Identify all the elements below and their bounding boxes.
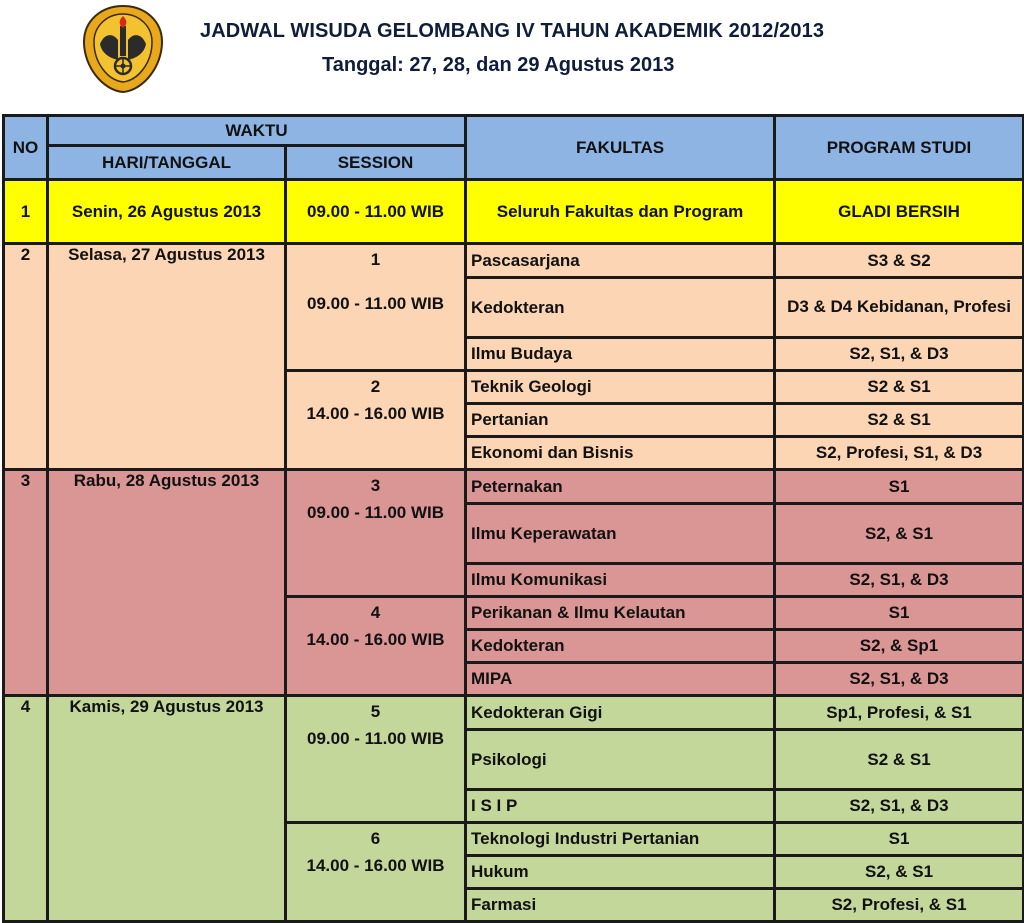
- header-fakultas: FAKULTAS: [466, 116, 775, 180]
- cell-hari: Kamis, 29 Agustus 2013: [48, 696, 286, 922]
- cell-fakultas: Kedokteran: [466, 278, 775, 338]
- cell-program-studi: S1: [775, 823, 1024, 856]
- cell-program-studi: S2, Profesi, & S1: [775, 889, 1024, 922]
- cell-session: [286, 244, 466, 371]
- cell-fakultas: Kedokteran Gigi: [466, 696, 775, 730]
- cell-fakultas: Ilmu Komunikasi: [466, 564, 775, 597]
- cell-program-studi: S2, S1, & D3: [775, 790, 1024, 823]
- session-time: 14.00 - 16.00 WIB: [306, 630, 445, 649]
- session-time: 09.00 - 11.00 WIB: [306, 729, 445, 748]
- page-title: JADWAL WISUDA GELOMBANG IV TAHUN AKADEMIK 2012/2013: [200, 20, 825, 42]
- cell-program-studi: S2 & S1: [775, 730, 1024, 790]
- cell-session: 09.00 - 11.00 WIB: [286, 180, 466, 244]
- cell-program-studi: S2 & S1: [775, 404, 1024, 437]
- cell-fakultas: I S I P: [466, 790, 775, 823]
- session-time: 14.00 - 16.00 WIB: [306, 404, 445, 423]
- cell-fakultas: Kedokteran: [466, 630, 775, 663]
- session-number: 1: [370, 250, 381, 269]
- cell-fakultas: Teknik Geologi: [466, 371, 775, 404]
- table-row: [4, 696, 1024, 730]
- cell-no: 3: [4, 470, 48, 696]
- cell-fakultas: Ilmu Keperawatan: [466, 504, 775, 564]
- cell-fakultas: Teknologi Industri Pertanian: [466, 823, 775, 856]
- header-program-studi: PROGRAM STUDI: [775, 116, 1024, 180]
- cell-program-studi: D3 & D4 Kebidanan, Profesi: [775, 278, 1024, 338]
- cell-fakultas: Ilmu Budaya: [466, 338, 775, 371]
- cell-session: [286, 597, 466, 696]
- cell-fakultas: Psikologi: [466, 730, 775, 790]
- session-time: 14.00 - 16.00 WIB: [306, 856, 445, 875]
- session-number: 3: [370, 476, 381, 495]
- header-hari-tanggal: HARI/TANGGAL: [48, 146, 286, 180]
- cell-fakultas: Seluruh Fakultas dan Program: [466, 180, 775, 244]
- cell-fakultas: Peternakan: [466, 470, 775, 504]
- session-time: 09.00 - 11.00 WIB: [306, 294, 445, 313]
- header-waktu: WAKTU: [48, 116, 466, 146]
- cell-fakultas: Pascasarjana: [466, 244, 775, 278]
- cell-fakultas: Farmasi: [466, 889, 775, 922]
- cell-session: [286, 371, 466, 470]
- cell-fakultas: Pertanian: [466, 404, 775, 437]
- cell-no: 4: [4, 696, 48, 922]
- cell-program-studi: S2, S1, & D3: [775, 338, 1024, 371]
- session-number: 6: [370, 829, 381, 848]
- cell-program-studi: S1: [775, 597, 1024, 630]
- session-number: 4: [370, 603, 381, 622]
- cell-session: [286, 696, 466, 823]
- cell-hari: Senin, 26 Agustus 2013: [48, 180, 286, 244]
- cell-program-studi: S2, & S1: [775, 504, 1024, 564]
- header-session: SESSION: [286, 146, 466, 180]
- cell-hari: Selasa, 27 Agustus 2013: [48, 244, 286, 470]
- cell-program-studi: Sp1, Profesi, & S1: [775, 696, 1024, 730]
- schedule-table: [2, 114, 1024, 923]
- cell-program-studi: S1: [775, 470, 1024, 504]
- table-row: [4, 470, 1024, 504]
- page-header: [0, 0, 1024, 110]
- cell-program-studi: GLADI BERSIH: [775, 180, 1024, 244]
- cell-no: 2: [4, 244, 48, 470]
- cell-program-studi: S2, S1, & D3: [775, 663, 1024, 696]
- table-row-gladi: [4, 180, 1024, 244]
- cell-session: [286, 823, 466, 922]
- table-row: [4, 244, 1024, 278]
- cell-fakultas: Perikanan & Ilmu Kelautan: [466, 597, 775, 630]
- cell-fakultas: MIPA: [466, 663, 775, 696]
- cell-hari: Rabu, 28 Agustus 2013: [48, 470, 286, 696]
- cell-no: 1: [4, 180, 48, 244]
- session-number: 2: [370, 377, 381, 396]
- session-time: 09.00 - 11.00 WIB: [306, 503, 445, 522]
- cell-session: [286, 470, 466, 597]
- cell-program-studi: S3 & S2: [775, 244, 1024, 278]
- cell-program-studi: S2, S1, & D3: [775, 564, 1024, 597]
- cell-program-studi: S2, & Sp1: [775, 630, 1024, 663]
- cell-program-studi: S2, & S1: [775, 856, 1024, 889]
- session-number: 5: [370, 702, 381, 721]
- cell-program-studi: S2 & S1: [775, 371, 1024, 404]
- header-no: NO: [4, 116, 48, 180]
- cell-program-studi: S2, Profesi, S1, & D3: [775, 437, 1024, 470]
- cell-fakultas: Hukum: [466, 856, 775, 889]
- page-subtitle: Tanggal: 27, 28, dan 29 Agustus 2013: [322, 54, 675, 76]
- university-emblem-icon: [82, 4, 164, 94]
- cell-fakultas: Ekonomi dan Bisnis: [466, 437, 775, 470]
